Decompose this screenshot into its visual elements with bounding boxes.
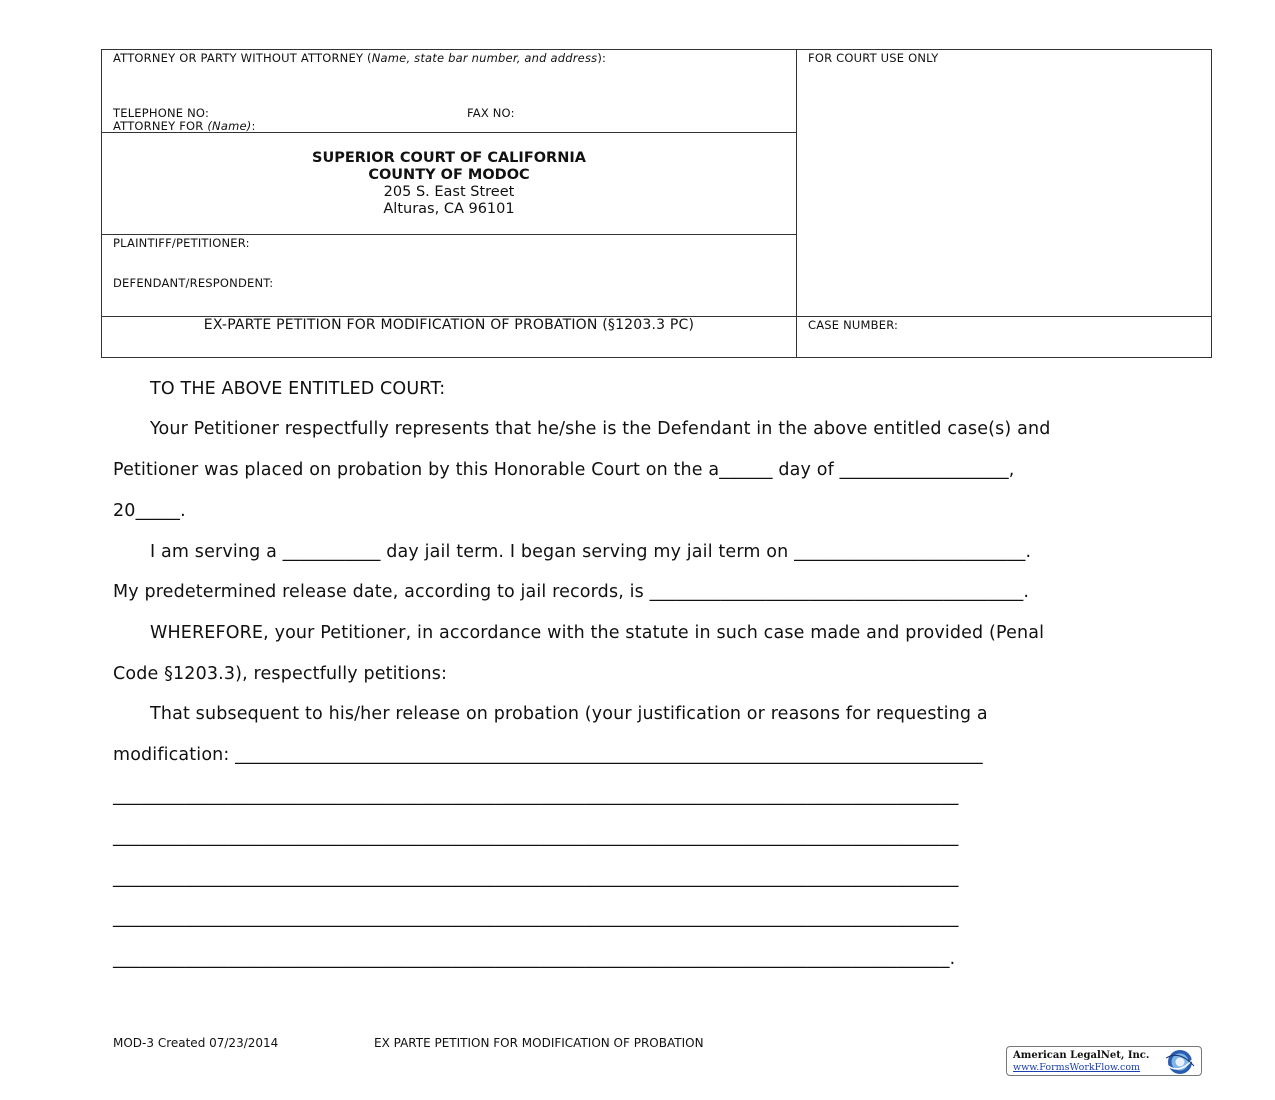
blank-line: _______________________________________________________________________________________________	[113, 786, 959, 806]
attorney-for-label: ATTORNEY FOR (Name):	[113, 119, 256, 133]
attorney-label: ATTORNEY OR PARTY WITHOUT ATTORNEY (Name, state bar number, and address):	[113, 51, 607, 65]
paragraph-3-line-1: WHEREFORE, your Petitioner, in accordance with the statute in such case made and provided (Penal	[150, 623, 1045, 643]
blank-line: _______________________________________________________________________________________________	[113, 827, 959, 847]
paragraph-2-line-1: I am serving a ___________ day jail term. I began serving my jail term on __________________________.	[150, 542, 1032, 562]
paragraph-3-line-2: Code §1203.3), respectfully petitions:	[113, 664, 448, 684]
blank-line: ______________________________________________________________________________________________.	[113, 949, 956, 969]
court-city: Alturas, CA 96101	[383, 201, 515, 217]
salutation: TO THE ABOVE ENTITLED COURT:	[150, 379, 446, 399]
modification-line: modification: ____________________________________________________________________________________	[113, 745, 983, 765]
court-use-label: FOR COURT USE ONLY	[808, 51, 939, 65]
paragraph-2-line-2: My predetermined release date, according to jail records, is __________________________________________.	[113, 582, 1030, 602]
court-section-divider	[101, 234, 797, 235]
form-code: MOD-3 Created 07/23/2014	[113, 1036, 279, 1050]
american-legalnet-logo	[1006, 1046, 1202, 1076]
globe-icon	[1162, 1048, 1198, 1076]
form-title: EX-PARTE PETITION FOR MODIFICATION OF PROBATION (§1203.3 PC)	[203, 317, 695, 333]
paragraph-4-line-1: That subsequent to his/her release on probation (your justification or reasons for requesting a	[150, 704, 988, 724]
footer-form-name: EX PARTE PETITION FOR MODIFICATION OF PROBATION	[374, 1036, 704, 1050]
court-street: 205 S. East Street	[383, 184, 515, 200]
blank-line: _______________________________________________________________________________________________	[113, 868, 959, 888]
county-name: COUNTY OF MODOC	[368, 167, 530, 183]
paragraph-1-line-1: Your Petitioner respectfully represents that he/she is the Defendant in the above entitled case(s) and	[150, 419, 1051, 439]
logo-company-name: American LegalNet, Inc.	[1013, 1050, 1150, 1061]
paragraph-1-line-2: Petitioner was placed on probation by this Honorable Court on the a______ day of ___________________,	[113, 460, 1015, 480]
paragraph-1-line-3: 20_____.	[113, 501, 186, 521]
blank-line: _______________________________________________________________________________________________	[113, 908, 959, 928]
case-number-label: CASE NUMBER:	[808, 318, 899, 332]
telephone-label: TELEPHONE NO:	[113, 106, 210, 120]
logo-url-link[interactable]: www.FormsWorkFlow.com	[1013, 1062, 1141, 1073]
defendant-label: DEFENDANT/RESPONDENT:	[113, 276, 274, 290]
plaintiff-label: PLAINTIFF/PETITIONER:	[113, 236, 250, 250]
court-name: SUPERIOR COURT OF CALIFORNIA	[312, 150, 586, 166]
fax-label: FAX NO:	[467, 106, 515, 120]
